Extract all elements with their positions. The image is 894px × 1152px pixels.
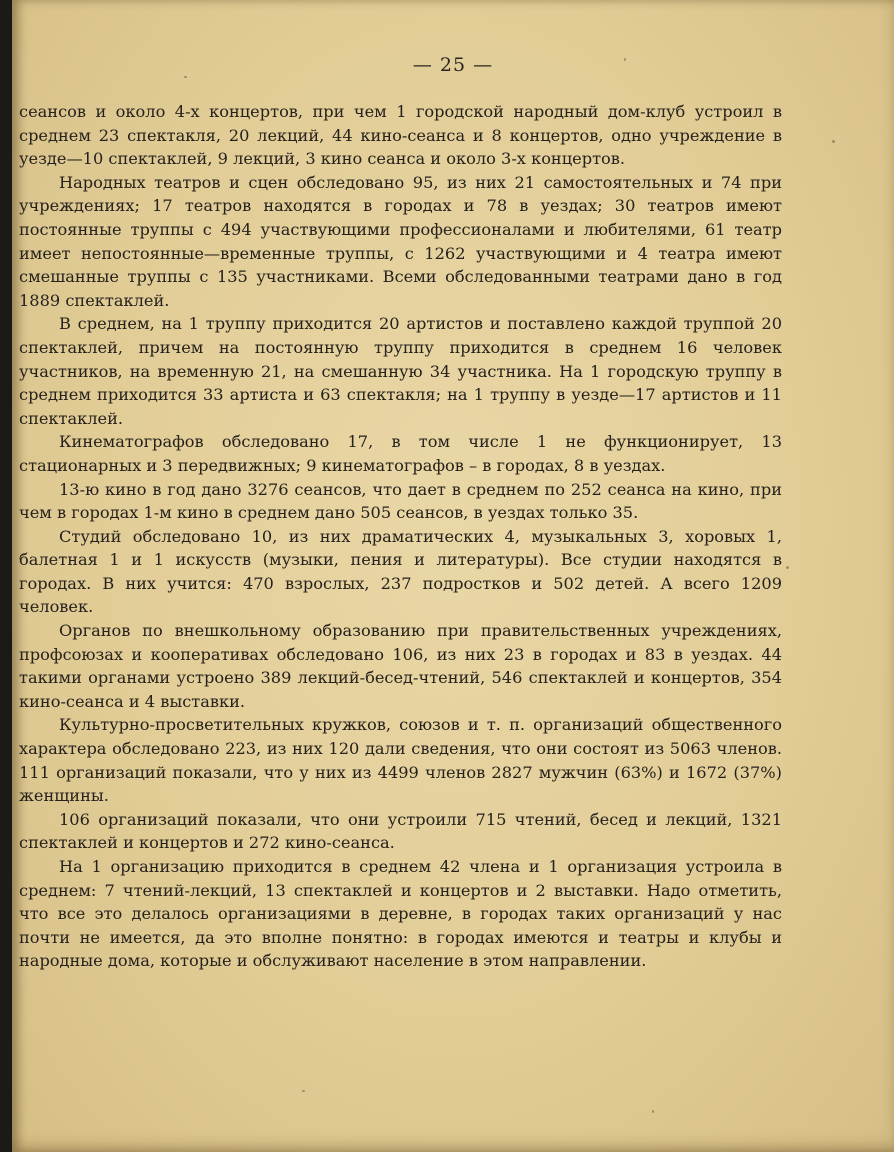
paragraph-8: Культурно-просветительных кружков, союзов и т. п. организаций общественного характера обследовано 223, из них 120 дали сведения, что они состоят из 5063 членов. 111 организаций показали, что у них из 4499 членов 2827 мужчин (63%) и 1672 (37%) женщины. — [19, 715, 782, 806]
paper-speck — [786, 566, 789, 569]
paper-speck — [832, 140, 835, 143]
paragraph-10: На 1 организацию приходится в среднем 42 члена и 1 организация устроила в среднем: 7 чтений-лекций, 13 спектаклей и концертов и 2 выставки. Надо отметить, что все это делалось организациями в деревне, в городах таких организаций у нас почти не имеется, да это вполне понятно: в городах имеются и театры и клубы и народные дома, которые и обслуживают население в этом направлении. — [19, 857, 782, 971]
page-body-text — [19, 100, 782, 973]
paragraph-6: Студий обследовано 10, из них драматических 4, музыкальных 3, хоровых 1, балетная 1 и 1 искусств (музыки, пения и литературы). Все студии находятся в городах. В них учится: 470 взрослых, 237 подростков и 502 детей. А всего 1209 человек. — [19, 526, 782, 617]
paragraph-7: Органов по внешкольному образованию при правительственных учреждениях, профсоюзах и кооперативах обследовано 106, из них 23 в городах и 83 в уездах. 44 такими органами устроено 389 лекций-бесед-чтений, 546 спектаклей и концертов, 354 кино-сеанса и 4 выставки. — [19, 621, 782, 711]
paragraph-5: 13-ю кино в год дано 3276 сеансов, что дает в среднем по 252 сеанса на кино, при чем в городах 1-м кино в среднем дано 505 сеансов, в уездах только 35. — [19, 479, 782, 523]
book-page — [12, 0, 894, 1152]
paper-speck — [302, 1090, 305, 1092]
paragraph-3: В среднем, на 1 труппу приходится 20 артистов и поставлено каждой труппой 20 спектаклей, причем на постоянную труппу приходится в среднем 16 человек участников, на временную 21, на смешанную 34 участника. На 1 городскую труппу в среднем приходится 33 артиста и 63 спектакля; на 1 труппу в уезде—17 артистов и 11 спектаклей. — [19, 314, 782, 428]
page-number: — 25 — — [412, 54, 494, 76]
paragraph-2: Народных театров и сцен обследовано 95, из них 21 самостоятельных и 74 при учреждениях; 17 театров находятся в городах и 78 в уездах; 30 театров имеют постоянные труппы с 494 участвующими профессионалами и любителями, 61 театр имеет непостоянные—временные труппы, с 1262 участвующими и 4 театра имеют смешанные труппы с 135 участниками. Всеми обследованными театрами дано в год 1889 спектаклей. — [19, 172, 782, 310]
paragraph-9: 106 организаций показали, что они устроили 715 чтений, бесед и лекций, 1321 спектаклей и концертов и 272 кино-сеанса. — [19, 809, 782, 853]
paragraph-1: сеансов и около 4-х концертов, при чем 1 городской народный дом-клуб устроил в среднем 23 спектакля, 20 лекций, 44 кино-сеанса и 8 концертов, одно учреждение в уезде—10 спектаклей, 9 лекций, 3 кино сеанса и около 3-х концертов. — [19, 102, 782, 169]
paragraph-4: Кинематографов обследовано 17, в том числе 1 не функционирует, 13 стационарных и 3 передвижных; 9 кинематографов – в городах, 8 в уездах. — [19, 432, 782, 475]
paper-speck — [652, 1110, 654, 1113]
paper-speck — [624, 58, 626, 61]
paper-speck — [184, 76, 187, 78]
